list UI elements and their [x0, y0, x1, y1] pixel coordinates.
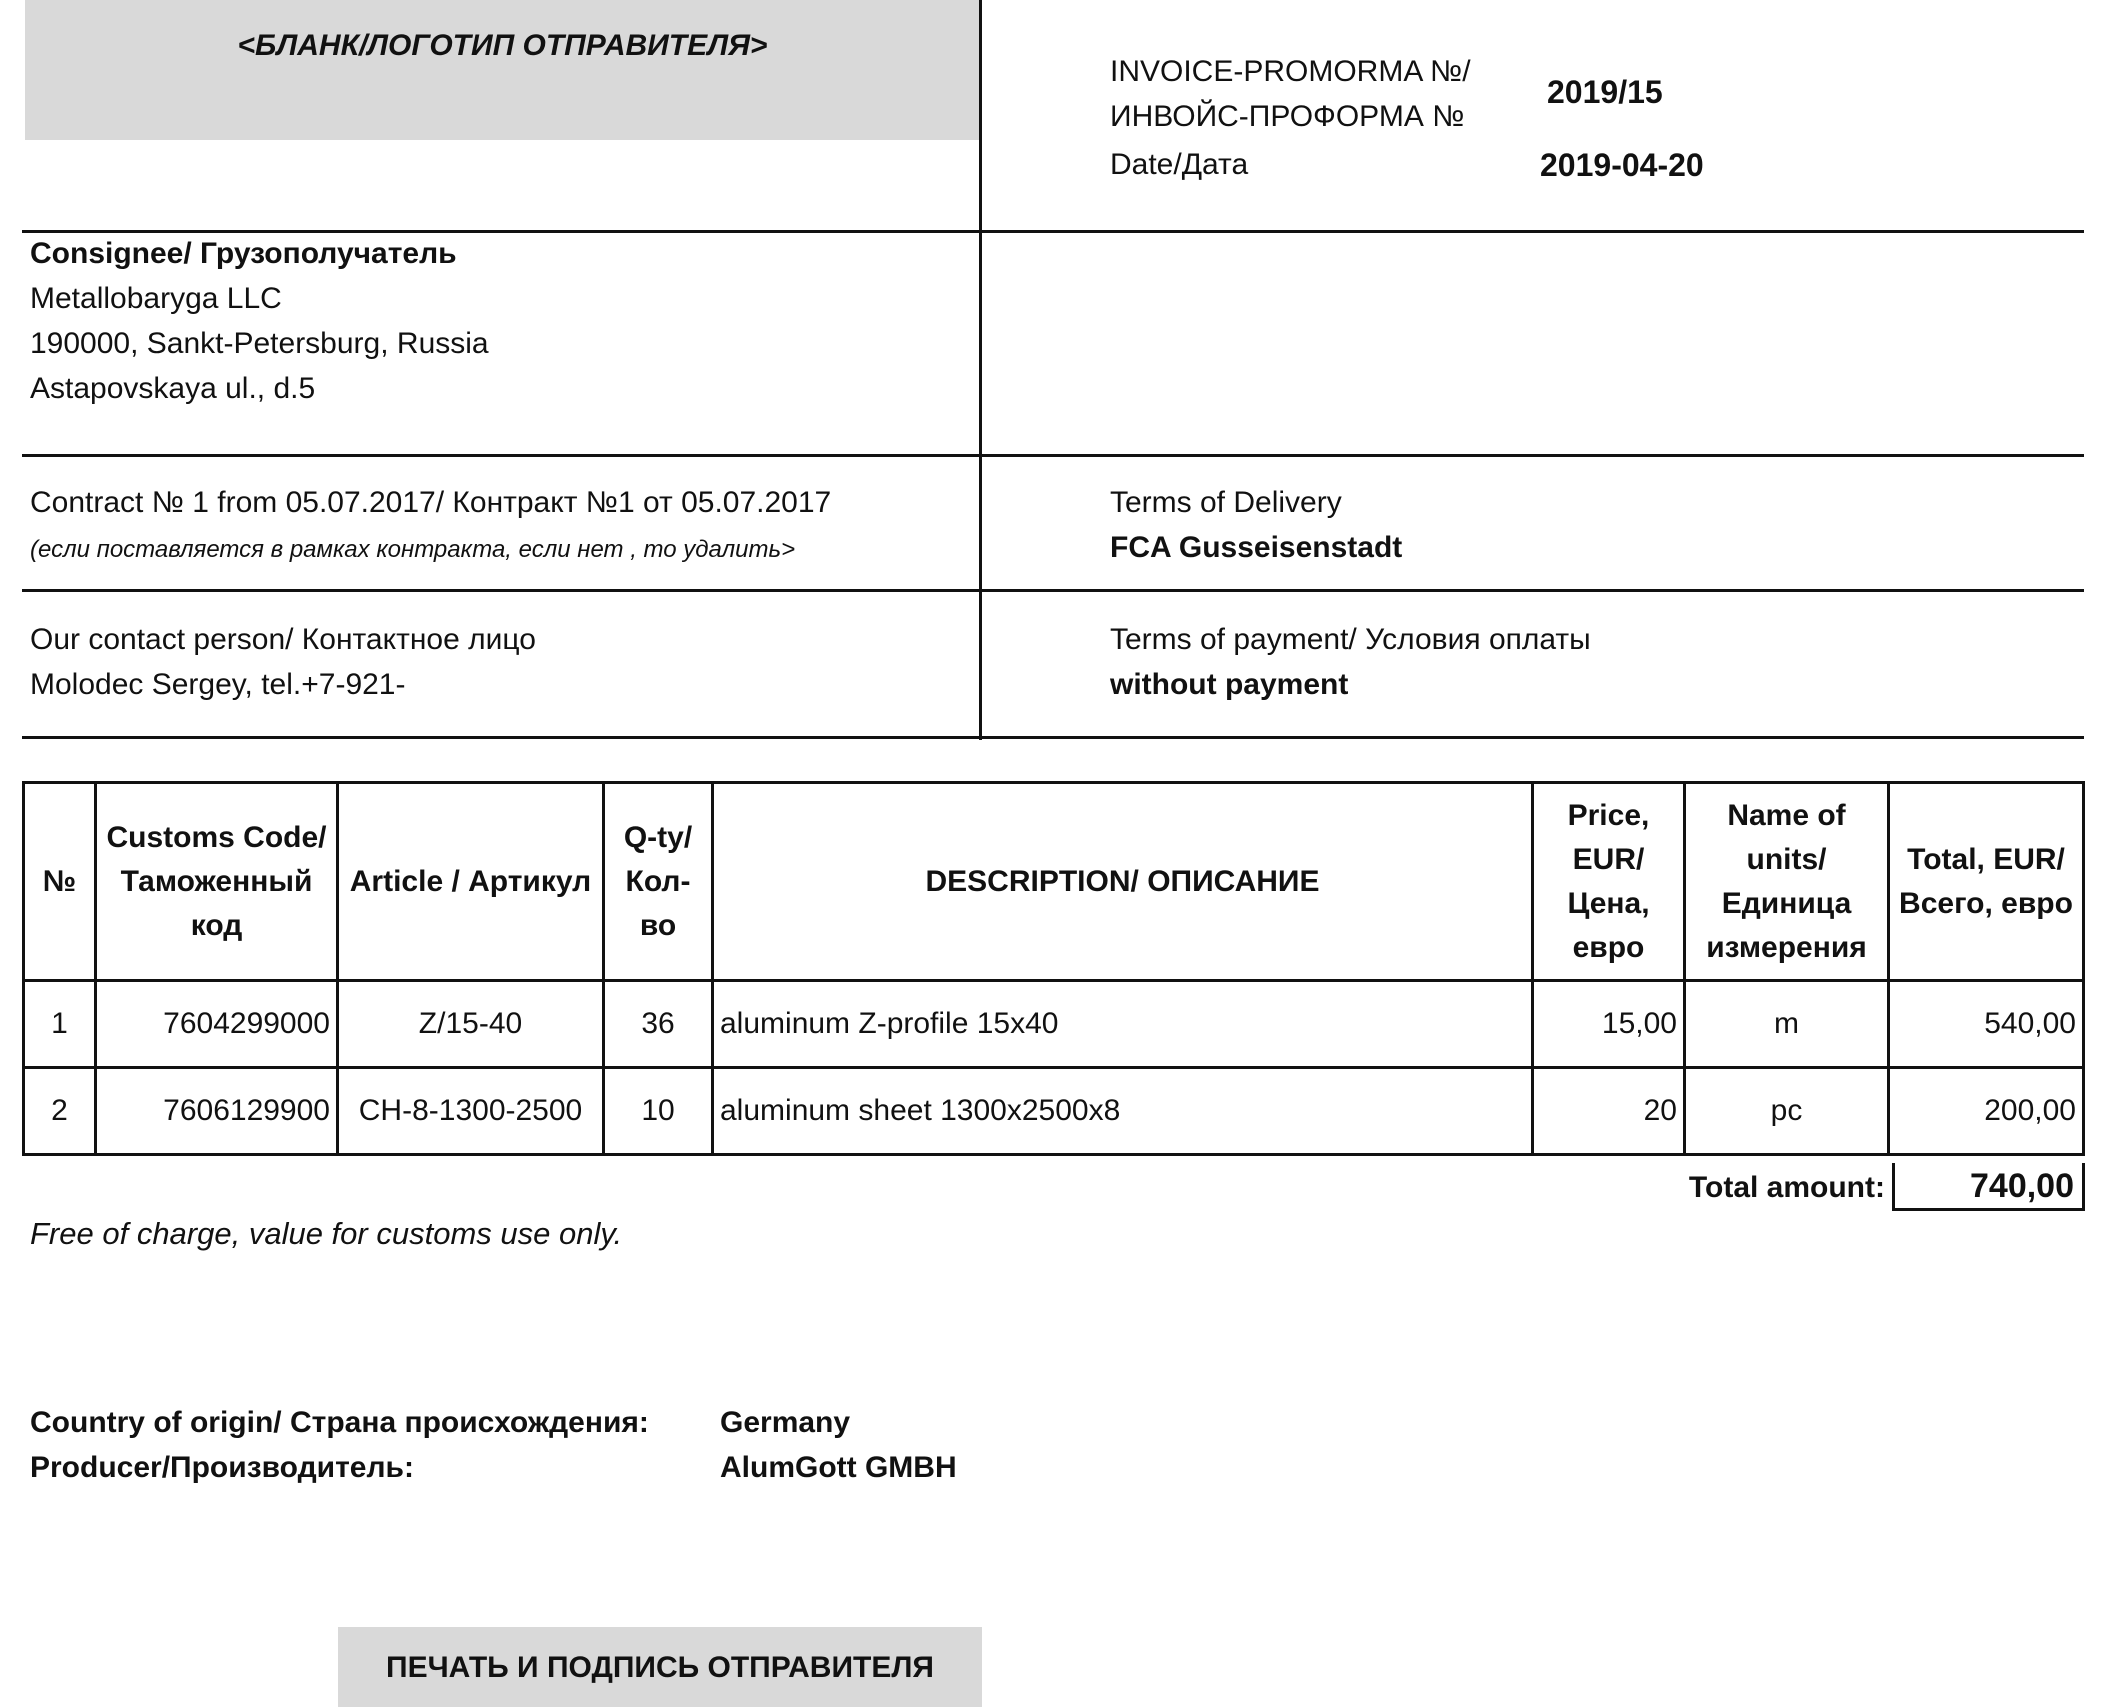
col-header-units: Name of units/ Единица измерения [1685, 783, 1889, 981]
cell-units: m [1685, 981, 1889, 1068]
signature-placeholder-label: ПЕЧАТЬ И ПОДПИСЬ ОТПРАВИТЕЛЯ [386, 1651, 934, 1684]
cell-qty: 36 [604, 981, 713, 1068]
col-header-total: Total, EUR/ Всего, евро [1889, 783, 2084, 981]
consignee-address-1: 190000, Sankt-Petersburg, Russia [30, 327, 489, 360]
cell-article: Z/15-40 [338, 981, 604, 1068]
col-header-article: Article / Артикул [338, 783, 604, 981]
invoice-date: 2019-04-20 [1540, 147, 1704, 183]
cell-total: 540,00 [1889, 981, 2084, 1068]
divider-3 [22, 589, 2084, 592]
col-header-num: № [24, 783, 96, 981]
cell-num: 1 [24, 981, 96, 1068]
consignee-address-2: Astapovskaya ul., d.5 [30, 372, 316, 405]
table-row [24, 981, 2084, 1068]
divider-4 [22, 736, 2084, 739]
col-header-description: DESCRIPTION/ ОПИСАНИЕ [713, 783, 1533, 981]
delivery-value: FCA Gusseisenstadt [1110, 531, 1403, 564]
payment-label: Terms of payment/ Условия оплаты [1110, 623, 1591, 656]
producer-label: Producer/Производитель: [30, 1451, 414, 1484]
cell-customs-code: 7604299000 [96, 981, 338, 1068]
cell-customs-code: 7606129900 [96, 1068, 338, 1155]
cell-description: aluminum Z-profile 15x40 [713, 981, 1533, 1068]
origin-value: Germany [720, 1406, 851, 1439]
table-header-row [24, 783, 2084, 981]
payment-value: without payment [1110, 668, 1349, 701]
cell-qty: 10 [604, 1068, 713, 1155]
sender-logo-label: <БЛАНК/ЛОГОТИП ОТПРАВИТЕЛЯ> [237, 29, 768, 62]
invoice-date-label: Date/Дата [1110, 148, 1249, 181]
cell-description: aluminum sheet 1300x2500x8 [713, 1068, 1533, 1155]
cell-total: 200,00 [1889, 1068, 2084, 1155]
contract-note: (если поставляется в рамках контракта, если нет , то удалить> [30, 536, 796, 563]
cell-price: 20 [1533, 1068, 1685, 1155]
sender-logo-placeholder [25, 0, 980, 140]
col-header-customs-code: Customs Code/ Таможенный код [96, 783, 338, 981]
producer-value: AlumGott GMBH [720, 1451, 957, 1484]
invoice-number: 2019/15 [1547, 74, 1663, 110]
header-divider-vertical [979, 0, 982, 740]
divider-2 [22, 454, 2084, 457]
contact-value: Molodec Sergey, tel.+7-921- [30, 668, 406, 701]
col-header-qty: Q-ty/ Кол-во [604, 783, 713, 981]
contact-label: Our contact person/ Контактное лицо [30, 623, 536, 656]
contract-text: Contract № 1 from 05.07.2017/ Контракт №1 от 05.07.2017 [30, 486, 832, 519]
consignee-name: Metallobaryga LLC [30, 282, 282, 315]
cell-price: 15,00 [1533, 981, 1685, 1068]
invoice-number-label-2: ИНВОЙС-ПРОФОРМА № [1110, 100, 1465, 133]
total-amount-label: Total amount: [1688, 1171, 1885, 1204]
total-amount-value: 740,00 [1970, 1167, 2074, 1205]
items-table [22, 781, 2085, 1156]
cell-num: 2 [24, 1068, 96, 1155]
col-header-price: Price, EUR/ Цена, евро [1533, 783, 1685, 981]
delivery-label: Terms of Delivery [1110, 486, 1342, 519]
origin-label: Country of origin/ Страна происхождения: [30, 1406, 649, 1439]
invoice-number-label-1: INVOICE-PROMORMA №/ [1110, 55, 1471, 88]
cell-article: CH-8-1300-2500 [338, 1068, 604, 1155]
consignee-label: Consignee/ Грузополучатель [30, 237, 457, 270]
table-row [24, 1068, 2084, 1155]
free-of-charge-note: Free of charge, value for customs use only. [30, 1216, 623, 1251]
cell-units: pc [1685, 1068, 1889, 1155]
